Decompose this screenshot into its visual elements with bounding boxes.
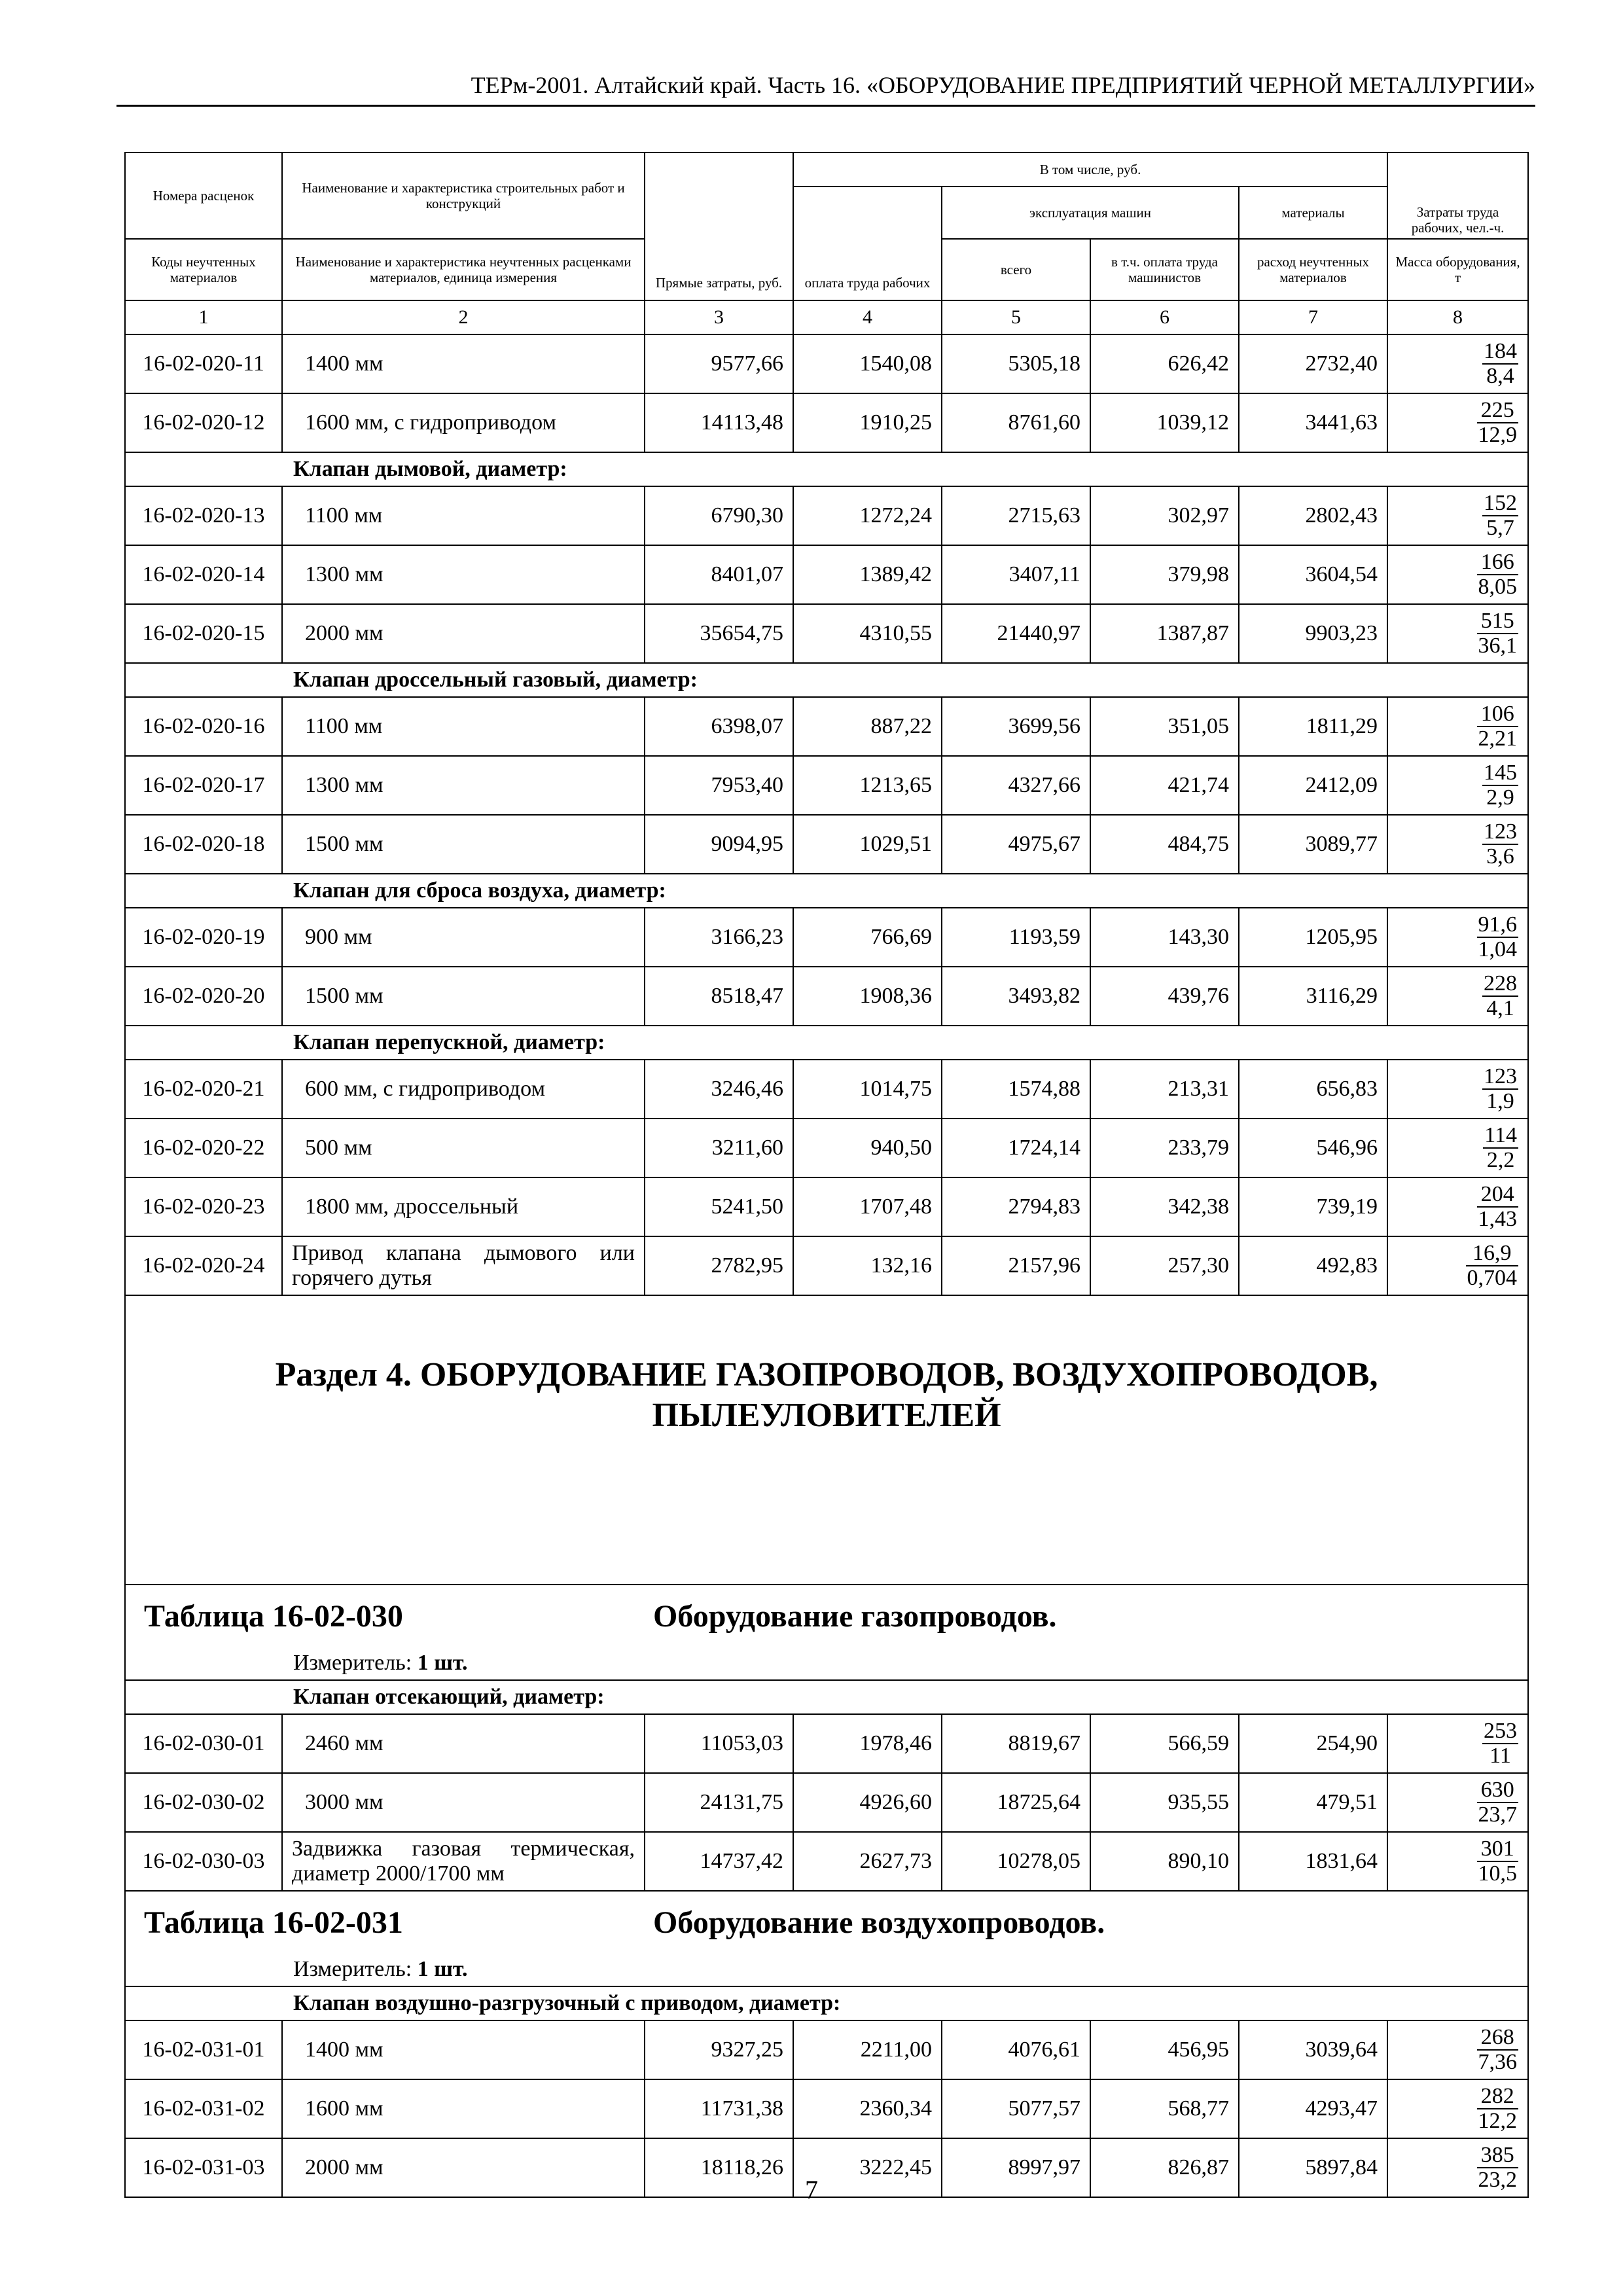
machines-cost: 1724,14 bbox=[942, 1119, 1090, 1177]
machinist-labor: 213,31 bbox=[1090, 1060, 1239, 1119]
labor-cost: 1978,46 bbox=[793, 1714, 942, 1773]
direct-cost: 14737,42 bbox=[645, 1832, 793, 1891]
rate-name: Задвижка газовая термическая, диаметр 2000/1700 мм bbox=[282, 1832, 645, 1891]
section-title bbox=[126, 1355, 1527, 1436]
table-title-cell bbox=[125, 1891, 1528, 1957]
machines-cost: 8819,67 bbox=[942, 1714, 1090, 1773]
labor-hours: 145 bbox=[1484, 760, 1518, 785]
labor-hours: 301 bbox=[1477, 1837, 1519, 1862]
rate-code: 16-02-031-02 bbox=[125, 2079, 282, 2138]
table-row bbox=[125, 486, 1528, 545]
materials-cost: 479,51 bbox=[1239, 1773, 1387, 1832]
equipment-mass: 23,7 bbox=[1478, 1802, 1518, 1827]
labor-mass-fraction bbox=[1477, 913, 1519, 961]
direct-cost: 5241,50 bbox=[645, 1177, 793, 1236]
col-number: 5 bbox=[942, 300, 1090, 334]
materials-cost: 3441,63 bbox=[1239, 393, 1387, 452]
table-number: Таблица 16-02-031 bbox=[144, 1905, 403, 1940]
labor-mass-fraction bbox=[1482, 820, 1518, 869]
labor-hours: 630 bbox=[1477, 1778, 1519, 1803]
col-number: 2 bbox=[282, 300, 645, 334]
machinist-labor: 439,76 bbox=[1090, 967, 1239, 1026]
table-row bbox=[125, 1714, 1528, 1773]
labor-hours: 123 bbox=[1484, 819, 1518, 844]
labor-cost: 1014,75 bbox=[793, 1060, 942, 1119]
page-number: 7 bbox=[805, 2175, 818, 2204]
materials-cost: 2412,09 bbox=[1239, 756, 1387, 815]
labor-hours: 91,6 bbox=[1478, 912, 1518, 937]
labor-cost: 132,16 bbox=[793, 1236, 942, 1295]
table-row bbox=[125, 1060, 1528, 1119]
equipment-mass: 2,21 bbox=[1478, 726, 1518, 751]
rate-code: 16-02-020-17 bbox=[125, 756, 282, 815]
labor-mass-fraction bbox=[1477, 1183, 1519, 1231]
table-row bbox=[125, 334, 1528, 393]
machines-cost: 4327,66 bbox=[942, 756, 1090, 815]
machinist-labor: 379,98 bbox=[1090, 545, 1239, 604]
equipment-mass: 5,7 bbox=[1486, 515, 1514, 540]
labor-mass-cell bbox=[1387, 2020, 1528, 2079]
machines-cost: 18725,64 bbox=[942, 1773, 1090, 1832]
labor-mass-cell bbox=[1387, 1236, 1528, 1295]
labor-cost: 1908,36 bbox=[793, 967, 942, 1026]
machines-cost: 2794,83 bbox=[942, 1177, 1090, 1236]
labor-cost: 940,50 bbox=[793, 1119, 942, 1177]
labor-mass-cell bbox=[1387, 908, 1528, 967]
labor-cost: 2211,00 bbox=[793, 2020, 942, 2079]
table-row bbox=[125, 393, 1528, 452]
labor-mass-cell bbox=[1387, 2079, 1528, 2138]
labor-mass-cell bbox=[1387, 1714, 1528, 1773]
labor-mass-fraction bbox=[1482, 972, 1518, 1020]
equipment-mass: 2,9 bbox=[1486, 785, 1514, 810]
machinist-labor: 143,30 bbox=[1090, 908, 1239, 967]
materials-cost: 4293,47 bbox=[1239, 2079, 1387, 2138]
materials-cost: 254,90 bbox=[1239, 1714, 1387, 1773]
measure-prefix: Измеритель: bbox=[293, 1957, 412, 1981]
equipment-mass: 8,05 bbox=[1478, 574, 1518, 599]
machinist-labor: 568,77 bbox=[1090, 2079, 1239, 2138]
rate-name: 1500 мм bbox=[282, 815, 645, 874]
section-cell bbox=[125, 1295, 1528, 1585]
labor-mass-fraction bbox=[1482, 1065, 1518, 1113]
rate-code: 16-02-020-23 bbox=[125, 1177, 282, 1236]
rate-name: 3000 мм bbox=[282, 1773, 645, 1832]
labor-mass-cell bbox=[1387, 1060, 1528, 1119]
direct-cost: 6790,30 bbox=[645, 486, 793, 545]
labor-mass-fraction bbox=[1477, 1837, 1519, 1886]
group-title: Клапан перепускной, диаметр: bbox=[125, 1026, 1528, 1060]
rate-code: 16-02-031-03 bbox=[125, 2138, 282, 2197]
machines-cost: 4975,67 bbox=[942, 815, 1090, 874]
col-number: 6 bbox=[1090, 300, 1239, 334]
machines-cost: 3407,11 bbox=[942, 545, 1090, 604]
direct-cost: 3166,23 bbox=[645, 908, 793, 967]
labor-cost: 4310,55 bbox=[793, 604, 942, 663]
materials-cost: 546,96 bbox=[1239, 1119, 1387, 1177]
labor-mass-cell bbox=[1387, 1832, 1528, 1891]
direct-cost: 3211,60 bbox=[645, 1119, 793, 1177]
col1-bottom-header: Коды неучтенных материалов bbox=[125, 239, 282, 300]
table-title-cell bbox=[125, 1585, 1528, 1651]
labor-hours: 228 bbox=[1484, 971, 1518, 996]
machines-cost: 8761,60 bbox=[942, 393, 1090, 452]
equipment-mass: 0,704 bbox=[1467, 1265, 1518, 1290]
equipment-mass: 4,1 bbox=[1486, 996, 1514, 1020]
labor-mass-cell bbox=[1387, 967, 1528, 1026]
machines-cost: 3699,56 bbox=[942, 697, 1090, 756]
direct-cost: 11731,38 bbox=[645, 2079, 793, 2138]
machinist-labor: 484,75 bbox=[1090, 815, 1239, 874]
direct-cost: 11053,03 bbox=[645, 1714, 793, 1773]
materials-cost: 3116,29 bbox=[1239, 967, 1387, 1026]
col5-header: всего bbox=[942, 239, 1090, 300]
materials-cost: 9903,23 bbox=[1239, 604, 1387, 663]
labor-cost: 1910,25 bbox=[793, 393, 942, 452]
group-title: Клапан дымовой, диаметр: bbox=[125, 452, 1528, 486]
machines-cost: 10278,05 bbox=[942, 1832, 1090, 1891]
machines-cost: 5305,18 bbox=[942, 334, 1090, 393]
machines-cost: 5077,57 bbox=[942, 2079, 1090, 2138]
rate-name: 900 мм bbox=[282, 908, 645, 967]
machinist-labor: 233,79 bbox=[1090, 1119, 1239, 1177]
rate-code: 16-02-020-15 bbox=[125, 604, 282, 663]
labor-mass-fraction bbox=[1477, 550, 1519, 599]
table-row bbox=[125, 697, 1528, 756]
col7-header: расход неучтенных материалов bbox=[1239, 239, 1387, 300]
machines-cost: 21440,97 bbox=[942, 604, 1090, 663]
rate-name: Привод клапана дымового или горячего дутья bbox=[282, 1236, 645, 1295]
machinist-labor: 302,97 bbox=[1090, 486, 1239, 545]
machinist-labor: 342,38 bbox=[1090, 1177, 1239, 1236]
measure-value: 1 шт. bbox=[417, 1957, 468, 1981]
rate-name: 1600 мм, с гидроприводом bbox=[282, 393, 645, 452]
labor-cost: 3222,45 bbox=[793, 2138, 942, 2197]
page-header: ТЕРм-2001. Алтайский край. Часть 16. «ОБОРУДОВАНИЕ ПРЕДПРИЯТИЙ ЧЕРНОЙ МЕТАЛЛУРГИИ» bbox=[116, 71, 1535, 107]
measure-unit bbox=[293, 1651, 468, 1676]
equipment-mass: 10,5 bbox=[1478, 1861, 1518, 1886]
labor-mass-cell bbox=[1387, 486, 1528, 545]
subheader-row bbox=[125, 1986, 1528, 2020]
direct-cost: 24131,75 bbox=[645, 1773, 793, 1832]
direct-cost: 7953,40 bbox=[645, 756, 793, 815]
col3-header: Прямые затраты, руб. bbox=[645, 152, 793, 300]
labor-cost: 1389,42 bbox=[793, 545, 942, 604]
materials-cost: 492,83 bbox=[1239, 1236, 1387, 1295]
table-title-row bbox=[125, 1585, 1528, 1651]
rate-code: 16-02-030-01 bbox=[125, 1714, 282, 1773]
labor-hours: 114 bbox=[1484, 1122, 1518, 1147]
table-row bbox=[125, 2079, 1528, 2138]
labor-cost: 766,69 bbox=[793, 908, 942, 967]
rate-name: 1300 мм bbox=[282, 756, 645, 815]
labor-mass-fraction bbox=[1477, 609, 1519, 658]
table-name: Оборудование воздухопроводов. bbox=[653, 1905, 1105, 1940]
labor-mass-cell bbox=[1387, 1119, 1528, 1177]
labor-mass-cell bbox=[1387, 1177, 1528, 1236]
materials-cost: 2802,43 bbox=[1239, 486, 1387, 545]
labor-mass-cell bbox=[1387, 604, 1528, 663]
direct-cost: 8518,47 bbox=[645, 967, 793, 1026]
rates-table bbox=[124, 152, 1529, 2198]
rate-code: 16-02-030-03 bbox=[125, 1832, 282, 1891]
equipment-mass: 7,36 bbox=[1478, 2049, 1518, 2074]
labor-mass-cell bbox=[1387, 1773, 1528, 1832]
equipment-mass: 8,4 bbox=[1486, 363, 1514, 388]
rate-code: 16-02-020-14 bbox=[125, 545, 282, 604]
direct-cost: 3246,46 bbox=[645, 1060, 793, 1119]
table-row bbox=[125, 1119, 1528, 1177]
labor-hours: 184 bbox=[1484, 338, 1518, 363]
labor-hours: 268 bbox=[1477, 2026, 1519, 2051]
col-number: 1 bbox=[125, 300, 282, 334]
equipment-mass: 12,2 bbox=[1478, 2108, 1518, 2133]
section-row bbox=[125, 1295, 1528, 1585]
measure-prefix: Измеритель: bbox=[293, 1651, 412, 1675]
rate-code: 16-02-020-20 bbox=[125, 967, 282, 1026]
rate-name: 1400 мм bbox=[282, 334, 645, 393]
labor-hours: 385 bbox=[1477, 2144, 1519, 2168]
machinist-labor: 935,55 bbox=[1090, 1773, 1239, 1832]
measure-value: 1 шт. bbox=[417, 1651, 468, 1675]
subheader-row bbox=[125, 1680, 1528, 1714]
labor-mass-fraction bbox=[1477, 2085, 1519, 2133]
machinist-labor: 890,10 bbox=[1090, 1832, 1239, 1891]
measure-row bbox=[125, 1651, 1528, 1680]
labor-mass-cell bbox=[1387, 545, 1528, 604]
group-title: Клапан дроссельный газовый, диаметр: bbox=[125, 663, 1528, 697]
labor-mass-fraction bbox=[1477, 702, 1519, 751]
rate-name: 1400 мм bbox=[282, 2020, 645, 2079]
subheader-row bbox=[125, 1026, 1528, 1060]
materials-cost: 656,83 bbox=[1239, 1060, 1387, 1119]
rate-code: 16-02-020-12 bbox=[125, 393, 282, 452]
equipment-mass: 23,2 bbox=[1478, 2167, 1518, 2192]
machinist-labor: 351,05 bbox=[1090, 697, 1239, 756]
table-number: Таблица 16-02-030 bbox=[144, 1599, 403, 1634]
labor-hours: 282 bbox=[1477, 2085, 1519, 2109]
equipment-mass: 1,04 bbox=[1478, 937, 1518, 961]
machines-cost: 8997,97 bbox=[942, 2138, 1090, 2197]
labor-cost: 887,22 bbox=[793, 697, 942, 756]
column-numbers-row bbox=[125, 300, 1528, 334]
rate-name: 1300 мм bbox=[282, 545, 645, 604]
labor-cost: 1707,48 bbox=[793, 1177, 942, 1236]
rate-code: 16-02-020-16 bbox=[125, 697, 282, 756]
col4-header: оплата труда рабочих bbox=[793, 187, 942, 300]
rate-code: 16-02-020-19 bbox=[125, 908, 282, 967]
materials-cost: 3604,54 bbox=[1239, 545, 1387, 604]
rate-code: 16-02-020-11 bbox=[125, 334, 282, 393]
rate-name: 1100 мм bbox=[282, 486, 645, 545]
materials-header: материалы bbox=[1239, 187, 1387, 239]
labor-hours: 152 bbox=[1484, 490, 1518, 515]
labor-mass-fraction bbox=[1482, 492, 1518, 540]
labor-mass-fraction bbox=[1466, 1242, 1519, 1290]
machines-cost: 1574,88 bbox=[942, 1060, 1090, 1119]
equipment-mass: 11 bbox=[1489, 1743, 1511, 1768]
direct-cost: 9577,66 bbox=[645, 334, 793, 393]
direct-cost: 18118,26 bbox=[645, 2138, 793, 2197]
labor-cost: 1540,08 bbox=[793, 334, 942, 393]
table-row bbox=[125, 756, 1528, 815]
table-row bbox=[125, 908, 1528, 967]
direct-cost: 6398,07 bbox=[645, 697, 793, 756]
direct-cost: 9327,25 bbox=[645, 2020, 793, 2079]
machines-cost: 3493,82 bbox=[942, 967, 1090, 1026]
labor-cost: 2360,34 bbox=[793, 2079, 942, 2138]
labor-mass-fraction bbox=[1482, 1719, 1518, 1768]
labor-mass-fraction bbox=[1477, 1778, 1519, 1827]
col-number: 8 bbox=[1387, 300, 1528, 334]
table-row bbox=[125, 1832, 1528, 1891]
machines-cost: 2715,63 bbox=[942, 486, 1090, 545]
rate-code: 16-02-020-24 bbox=[125, 1236, 282, 1295]
measure-cell bbox=[125, 1651, 1528, 1680]
labor-cost: 2627,73 bbox=[793, 1832, 942, 1891]
direct-cost: 14113,48 bbox=[645, 393, 793, 452]
rate-name: 500 мм bbox=[282, 1119, 645, 1177]
direct-cost: 35654,75 bbox=[645, 604, 793, 663]
machinist-labor: 626,42 bbox=[1090, 334, 1239, 393]
machines-cost: 1193,59 bbox=[942, 908, 1090, 967]
rate-name: 600 мм, с гидроприводом bbox=[282, 1060, 645, 1119]
section-title-line: Раздел 4. ОБОРУДОВАНИЕ ГАЗОПРОВОДОВ, ВОЗДУХОПРОВОДОВ, bbox=[275, 1356, 1378, 1393]
materials-cost: 2732,40 bbox=[1239, 334, 1387, 393]
rate-name: 2000 мм bbox=[282, 2138, 645, 2197]
labor-hours: 123 bbox=[1484, 1064, 1518, 1088]
materials-cost: 3039,64 bbox=[1239, 2020, 1387, 2079]
labor-hours: 515 bbox=[1477, 609, 1519, 634]
subheader-row bbox=[125, 663, 1528, 697]
labor-cost: 1213,65 bbox=[793, 756, 942, 815]
machinist-labor: 1387,87 bbox=[1090, 604, 1239, 663]
header-row-1 bbox=[125, 152, 1528, 187]
labor-cost: 4926,60 bbox=[793, 1773, 942, 1832]
table-row bbox=[125, 604, 1528, 663]
labor-mass-cell bbox=[1387, 334, 1528, 393]
machinist-labor: 421,74 bbox=[1090, 756, 1239, 815]
rate-name: 1100 мм bbox=[282, 697, 645, 756]
rate-name: 1500 мм bbox=[282, 967, 645, 1026]
section-title-line: ПЫЛЕУЛОВИТЕЛЕЙ bbox=[652, 1397, 1001, 1434]
col2-bottom-header: Наименование и характеристика неучтенных расценками материалов, единица измерения bbox=[282, 239, 645, 300]
table-row bbox=[125, 815, 1528, 874]
labor-mass-fraction bbox=[1477, 2026, 1519, 2074]
rate-code: 16-02-030-02 bbox=[125, 1773, 282, 1832]
machines-header: эксплуатация машин bbox=[942, 187, 1239, 239]
table-row bbox=[125, 2020, 1528, 2079]
labor-hours: 204 bbox=[1477, 1183, 1519, 1208]
labor-cost: 1029,51 bbox=[793, 815, 942, 874]
labor-hours: 106 bbox=[1477, 702, 1519, 727]
labor-mass-cell bbox=[1387, 815, 1528, 874]
equipment-mass: 1,9 bbox=[1486, 1088, 1514, 1113]
col8-top-header: Затраты труда рабочих, чел.-ч. bbox=[1387, 152, 1528, 239]
rate-code: 16-02-020-13 bbox=[125, 486, 282, 545]
equipment-mass: 3,6 bbox=[1486, 844, 1514, 869]
table-row bbox=[125, 1236, 1528, 1295]
measure-row bbox=[125, 1957, 1528, 1986]
col-number: 7 bbox=[1239, 300, 1387, 334]
table-title-row bbox=[125, 1891, 1528, 1957]
machinist-labor: 566,59 bbox=[1090, 1714, 1239, 1773]
machinist-labor: 826,87 bbox=[1090, 2138, 1239, 2197]
labor-mass-fraction bbox=[1483, 1124, 1518, 1172]
rate-code: 16-02-020-18 bbox=[125, 815, 282, 874]
direct-cost: 9094,95 bbox=[645, 815, 793, 874]
materials-cost: 3089,77 bbox=[1239, 815, 1387, 874]
col8-bottom-header: Масса оборудования, т bbox=[1387, 239, 1528, 300]
labor-mass-cell bbox=[1387, 393, 1528, 452]
table-row bbox=[125, 1177, 1528, 1236]
materials-cost: 739,19 bbox=[1239, 1177, 1387, 1236]
equipment-mass: 1,43 bbox=[1478, 1206, 1518, 1231]
materials-cost: 1831,64 bbox=[1239, 1832, 1387, 1891]
machines-cost: 4076,61 bbox=[942, 2020, 1090, 2079]
table-row bbox=[125, 967, 1528, 1026]
rate-name: 1600 мм bbox=[282, 2079, 645, 2138]
group-title: Клапан для сброса воздуха, диаметр: bbox=[125, 874, 1528, 908]
labor-mass-fraction bbox=[1482, 761, 1518, 810]
labor-hours: 253 bbox=[1484, 1718, 1518, 1743]
measure-cell bbox=[125, 1957, 1528, 1986]
rate-name: 2000 мм bbox=[282, 604, 645, 663]
labor-hours: 16,9 bbox=[1466, 1242, 1519, 1266]
col6-header: в т.ч. оплата труда машинистов bbox=[1090, 239, 1239, 300]
rate-name: 1800 мм, дроссельный bbox=[282, 1177, 645, 1236]
rate-code: 16-02-020-22 bbox=[125, 1119, 282, 1177]
labor-mass-fraction bbox=[1477, 399, 1519, 447]
equipment-mass: 2,2 bbox=[1486, 1147, 1515, 1172]
col-number: 4 bbox=[793, 300, 942, 334]
machines-cost: 2157,96 bbox=[942, 1236, 1090, 1295]
rate-name: 2460 мм bbox=[282, 1714, 645, 1773]
materials-cost: 1811,29 bbox=[1239, 697, 1387, 756]
equipment-mass: 36,1 bbox=[1478, 633, 1518, 658]
direct-cost: 2782,95 bbox=[645, 1236, 793, 1295]
col2-top-header: Наименование и характеристика строительных работ и конструкций bbox=[282, 152, 645, 239]
machinist-labor: 257,30 bbox=[1090, 1236, 1239, 1295]
labor-mass-fraction bbox=[1482, 340, 1518, 388]
subheader-row bbox=[125, 452, 1528, 486]
incl-header: В том числе, руб. bbox=[793, 152, 1387, 187]
group-title: Клапан воздушно-разгрузочный с приводом, диаметр: bbox=[125, 1986, 1528, 2020]
rate-code: 16-02-020-21 bbox=[125, 1060, 282, 1119]
machinist-labor: 456,95 bbox=[1090, 2020, 1239, 2079]
equipment-mass: 12,9 bbox=[1478, 422, 1518, 447]
labor-mass-cell bbox=[1387, 756, 1528, 815]
table-name: Оборудование газопроводов. bbox=[653, 1599, 1057, 1634]
col1-top-header: Номера расценок bbox=[125, 152, 282, 239]
subheader-row bbox=[125, 874, 1528, 908]
materials-cost: 1205,95 bbox=[1239, 908, 1387, 967]
machinist-labor: 1039,12 bbox=[1090, 393, 1239, 452]
labor-cost: 1272,24 bbox=[793, 486, 942, 545]
group-title: Клапан отсекающий, диаметр: bbox=[125, 1680, 1528, 1714]
labor-hours: 166 bbox=[1477, 550, 1519, 575]
table-row bbox=[125, 545, 1528, 604]
table-row bbox=[125, 1773, 1528, 1832]
measure-unit bbox=[293, 1957, 468, 1982]
materials-cost: 5897,84 bbox=[1239, 2138, 1387, 2197]
rate-code: 16-02-031-01 bbox=[125, 2020, 282, 2079]
labor-mass-cell bbox=[1387, 697, 1528, 756]
col-number: 3 bbox=[645, 300, 793, 334]
labor-hours: 225 bbox=[1477, 399, 1519, 423]
direct-cost: 8401,07 bbox=[645, 545, 793, 604]
